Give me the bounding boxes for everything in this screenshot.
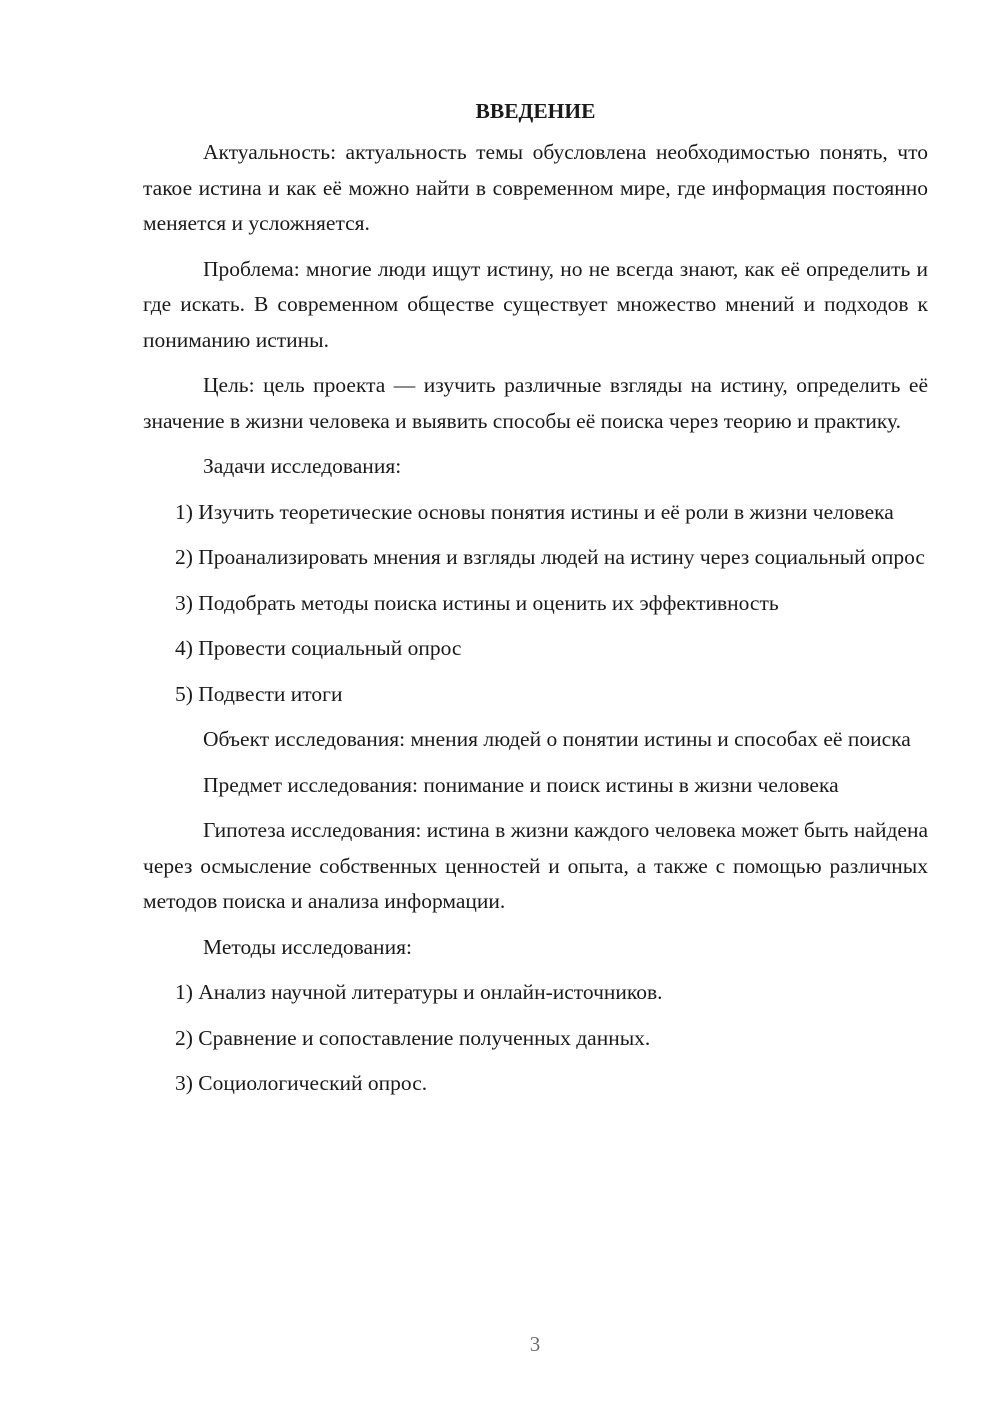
subject-paragraph: Предмет исследования: понимание и поиск истины в жизни человека: [203, 772, 839, 797]
hypothesis-paragraph: Гипотеза исследования: истина в жизни каждого человека может быть найдена через осмысление собственных ценностей и опыта, а также с помощью различных методов поиска и анализа информации.: [143, 818, 928, 913]
goal-paragraph: Цель: цель проекта — изучить различные взгляды на истину, определить её значение в жизни человека и выявить способы её поиска через теорию и практику.: [143, 373, 928, 433]
object-paragraph: Объект исследования: мнения людей о понятии истины и способах её поиска: [203, 727, 911, 751]
method-item: 3) Социологический опрос.: [175, 1071, 428, 1095]
task-item: 3) Подобрать методы поиска истины и оценить их эффективность: [175, 590, 779, 615]
task-item: 4) Провести социальный опрос: [175, 636, 462, 660]
problem-paragraph: Проблема: многие люди ищут истину, но не всегда знают, как её определить и где искать. В современном обществе существует множество мнений и подходов к пониманию истины.: [143, 256, 928, 352]
method-item: 2) Сравнение и сопоставление полученных данных.: [175, 1025, 651, 1050]
relevance-paragraph: Актуальность: актуальность темы обусловлена необходимостью понять, что такое истина и как её можно найти в современном мире, где информация постоянно меняется и усложняется.: [143, 140, 928, 235]
tasks-heading: Задачи исследования:: [203, 454, 402, 478]
methods-heading: Методы исследования:: [203, 934, 412, 959]
task-item: 2) Проанализировать мнения и взгляды людей на истину через социальный опрос: [175, 545, 925, 569]
page-title: ВВЕДЕНИЕ: [475, 99, 596, 123]
task-item: 1) Изучить теоретические основы понятия истины и её роли в жизни человека: [175, 499, 894, 524]
page-number: 3: [529, 1332, 541, 1356]
method-item: 1) Анализ научной литературы и онлайн-источников.: [175, 980, 663, 1004]
task-item: 5) Подвести итоги: [175, 681, 343, 706]
document-page: [143, 95, 928, 1112]
